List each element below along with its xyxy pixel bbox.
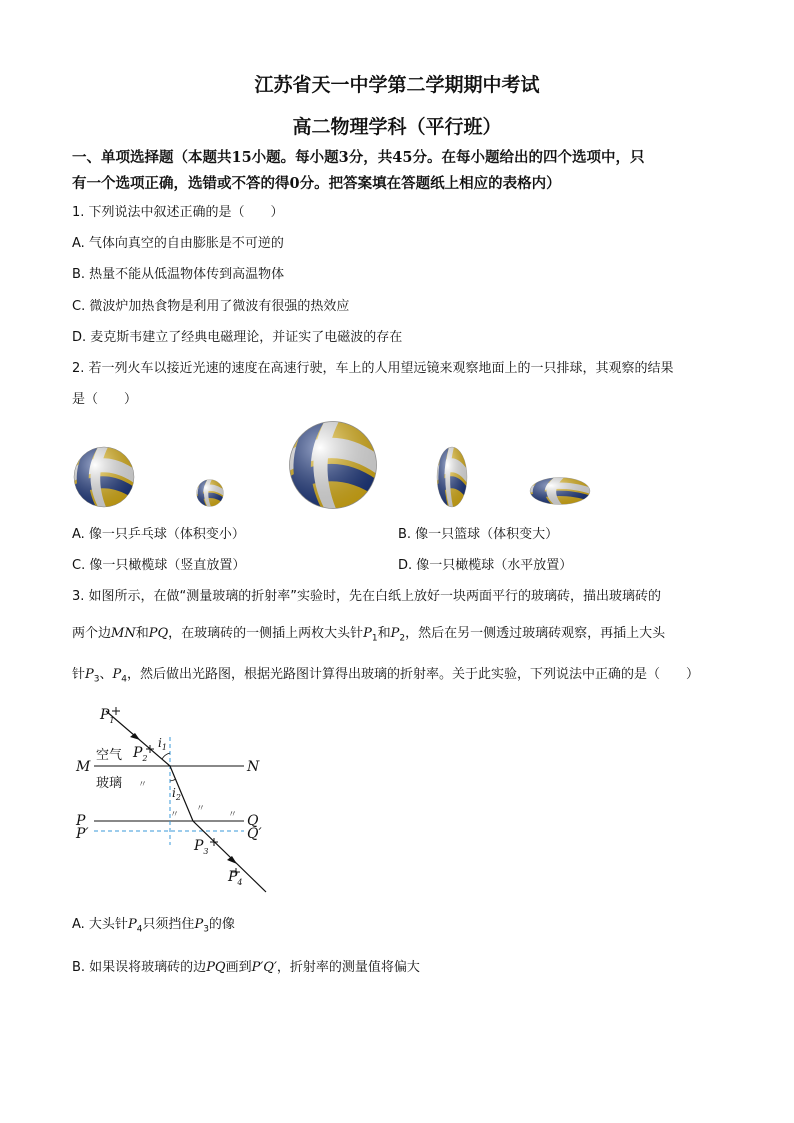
label-n: N	[247, 759, 260, 775]
q3-line2: 两个边MN和PQ，在玻璃砖的一侧插上两枚大头针$P_1$和$P_2$，然后在另一侧透过玻璃砖观察，再插上大头	[72, 626, 666, 644]
section-heading-line1: 一、单项选择题（本题共15小题。每小题3分，共45分。在每小题给出的四个选项中，只	[72, 149, 645, 166]
label-air: 空气	[96, 748, 123, 763]
glass-hatch-marks	[138, 780, 237, 820]
q2-option-b: B. 像一只篮球（体积变大）	[398, 527, 559, 542]
q2-stem-line2: 是（ ）	[72, 392, 138, 407]
label-qprime: Q′	[247, 826, 262, 842]
volleyball-images	[60, 415, 620, 515]
label-p2: $P_2$	[133, 745, 148, 763]
light-ray	[106, 711, 266, 892]
exam-title: 江苏省天一中学第二学期期中考试	[254, 74, 540, 96]
label-m: M	[76, 759, 91, 775]
svg-text:〃: 〃	[170, 810, 180, 820]
ball-large	[290, 422, 377, 509]
q1-option-b: B. 热量不能从低温物体传到高温物体	[72, 267, 285, 282]
q2-stem-line1: 2. 若一列火车以接近光速的速度在高速行驶，车上的人用望远镜来观察地面上的一只排球，其观察的结果	[72, 361, 674, 376]
q3-line1: 3. 如图所示，在做“测量玻璃的折射率”实验时，先在白纸上放好一块两面平行的玻璃砖，描出玻璃砖的	[72, 589, 662, 604]
label-p3: $P_3$	[194, 838, 209, 856]
arrow-icon	[227, 856, 237, 864]
q3-line3: 针$P_3$、$P_4$，然后做出光路图，根据光路图计算得出玻璃的折射率。关于此实验，下列说法中正确的是（ ）	[72, 667, 700, 685]
q1-stem: 1. 下列说法中叙述正确的是（ ）	[72, 205, 284, 220]
q2-option-c: C. 像一只橄榄球（竖直放置）	[72, 558, 246, 573]
label-pprime: P′	[76, 826, 89, 842]
ball-small	[197, 480, 224, 507]
q3-option-b: B. 如果误将玻璃砖的边PQ画到P′Q′，折射率的测量值将偏大	[72, 960, 420, 975]
edge-pq: PQ	[148, 626, 169, 641]
q1-option-d: D. 麦克斯韦建立了经典电磁理论，并证实了电磁波的存在	[72, 330, 403, 345]
label-glass: 玻璃	[96, 776, 123, 791]
section-heading	[72, 145, 732, 197]
ball-vertical-oval	[437, 447, 467, 507]
ball-normal	[74, 447, 134, 507]
label-i2: $i_2$	[172, 786, 181, 802]
q3-option-a: A. 大头针$P_4$只须挡住$P_3$的像	[72, 917, 235, 935]
arrow-icon	[130, 733, 140, 740]
q2-option-d: D. 像一只橄榄球（水平放置）	[398, 558, 573, 573]
refraction-diagram	[70, 695, 300, 900]
label-p1: $P_1$	[100, 707, 115, 725]
q2-option-a: A. 像一只乒乓球（体积变小）	[72, 527, 245, 542]
svg-text:〃: 〃	[138, 780, 148, 790]
q1-option-c: C. 微波炉加热食物是利用了微波有很强的热效应	[72, 299, 350, 314]
svg-text:〃: 〃	[228, 810, 238, 820]
section-heading-line2: 有一个选项正确，选错或不答的得0分。把答案填在答题纸上相应的表格内）	[72, 175, 561, 192]
ball-horizontal-oval	[530, 478, 590, 505]
svg-text:〃: 〃	[196, 804, 206, 814]
q1-option-a: A. 气体向真空的自由膨胀是不可逆的	[72, 236, 284, 251]
exam-subtitle: 高二物理学科（平行班）	[292, 116, 502, 138]
label-p4: $P_4$	[228, 869, 243, 887]
edge-mn: MN	[111, 626, 136, 641]
label-i1: $i_1$	[158, 736, 167, 752]
label-p: P	[76, 813, 86, 829]
label-q: Q	[247, 813, 259, 829]
